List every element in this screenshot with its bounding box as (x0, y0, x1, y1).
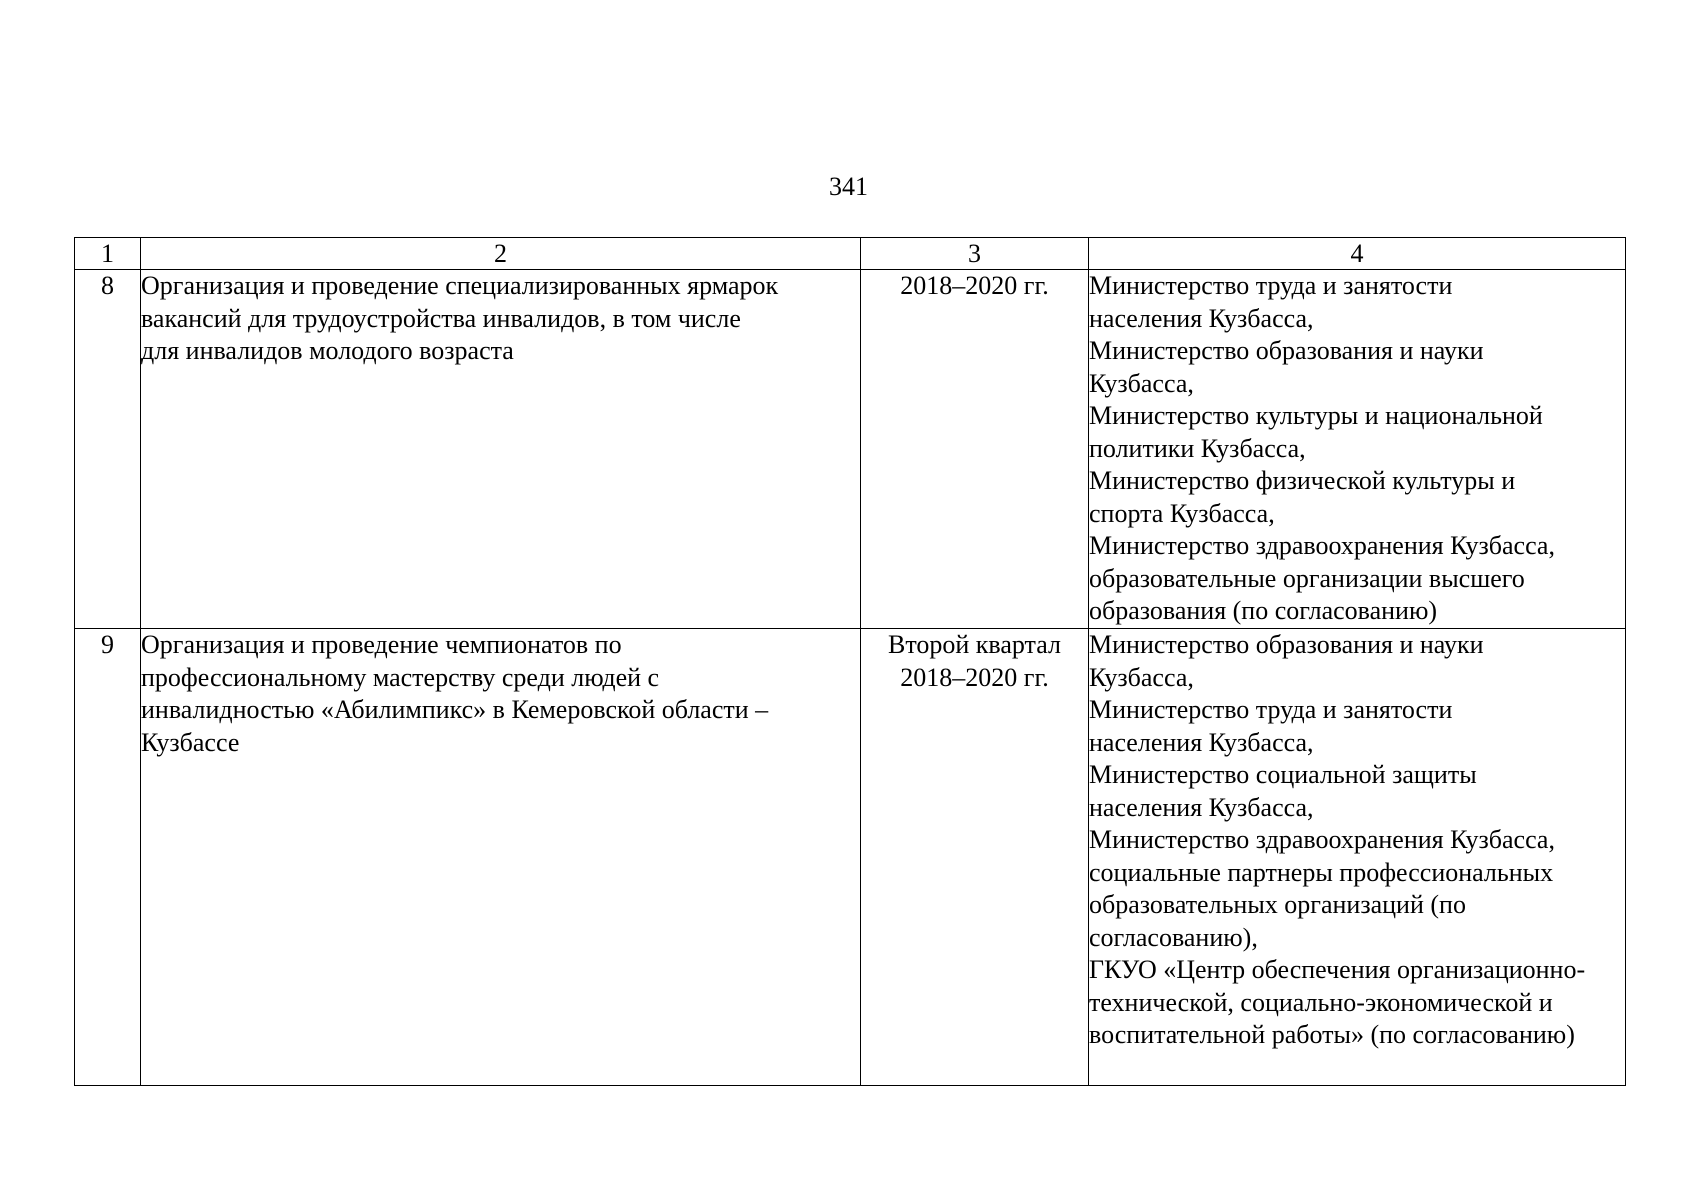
header-col-1: 1 (75, 238, 141, 270)
table-header-row (75, 238, 1626, 270)
header-col-4: 4 (1089, 238, 1626, 270)
responsible-line: Министерство образования и науки (1089, 336, 1484, 365)
responsible-line: согласованию), (1089, 922, 1258, 952)
activity-line: Организация и проведение чемпионатов по (141, 630, 622, 659)
activity-line: Кузбассе (141, 727, 240, 757)
page-number: 341 (829, 172, 868, 201)
activity-cell (141, 270, 861, 629)
responsible-line: Министерство образования и науки (1089, 630, 1484, 659)
measures-table (74, 237, 1626, 1086)
activity-line: профессиональному мастерству среди людей с (141, 662, 660, 692)
period-line: Второй квартал (888, 630, 1061, 659)
responsible-line: Министерство физической культуры и (1089, 466, 1516, 495)
responsible-line: социальные партнеры профессиональных (1089, 857, 1554, 887)
responsible-line: населения Кузбасса, (1089, 727, 1314, 757)
responsible-line: Кузбасса, (1089, 368, 1194, 398)
header-col-3: 3 (861, 238, 1089, 270)
responsible-line: образовательных организаций (по (1089, 890, 1466, 919)
row-number: 8 (75, 270, 141, 629)
responsible-line: Министерство труда и занятости (1089, 695, 1453, 724)
responsible-line: Кузбасса, (1089, 662, 1194, 692)
responsible-line: Министерство социальной защиты (1089, 760, 1477, 789)
row-number: 9 (75, 629, 141, 1086)
table-row (75, 270, 1626, 629)
responsible-line: технической, социально-экономической и (1089, 987, 1553, 1017)
responsible-line: населения Кузбасса, (1089, 303, 1314, 333)
table-row (75, 629, 1626, 1086)
responsible-cell (1089, 629, 1626, 1086)
responsible-line: политики Кузбасса, (1089, 433, 1306, 463)
responsible-line: спорта Кузбасса, (1089, 498, 1275, 528)
responsible-line: ГКУО «Центр обеспечения организационно- (1089, 955, 1586, 984)
activity-line: вакансий для трудоустройства инвалидов, в том числе (141, 303, 741, 333)
responsible-line: населения Кузбасса, (1089, 792, 1314, 822)
activity-line: инвалидностью «Абилимпикс» в Кемеровской области – (141, 695, 769, 724)
period-cell (861, 629, 1089, 1086)
responsible-line: Министерство культуры и национальной (1089, 401, 1543, 430)
period-cell (861, 270, 1089, 629)
responsible-line: воспитательной работы» (по согласованию) (1089, 1020, 1575, 1049)
responsible-line: образования (по согласованию) (1089, 596, 1438, 625)
activity-line: Организация и проведение специализированных ярмарок (141, 271, 779, 300)
period-line: 2018–2020 гг. (900, 662, 1049, 692)
responsible-cell (1089, 270, 1626, 629)
responsible-line: Министерство здравоохранения Кузбасса, (1089, 531, 1555, 560)
header-col-2: 2 (141, 238, 861, 270)
activity-line: для инвалидов молодого возраста (141, 336, 514, 365)
period-line: 2018–2020 гг. (900, 271, 1049, 300)
responsible-line: образовательные организации высшего (1089, 563, 1525, 593)
responsible-line: Министерство здравоохранения Кузбасса, (1089, 825, 1555, 854)
activity-cell (141, 629, 861, 1086)
responsible-line: Министерство труда и занятости (1089, 271, 1453, 300)
